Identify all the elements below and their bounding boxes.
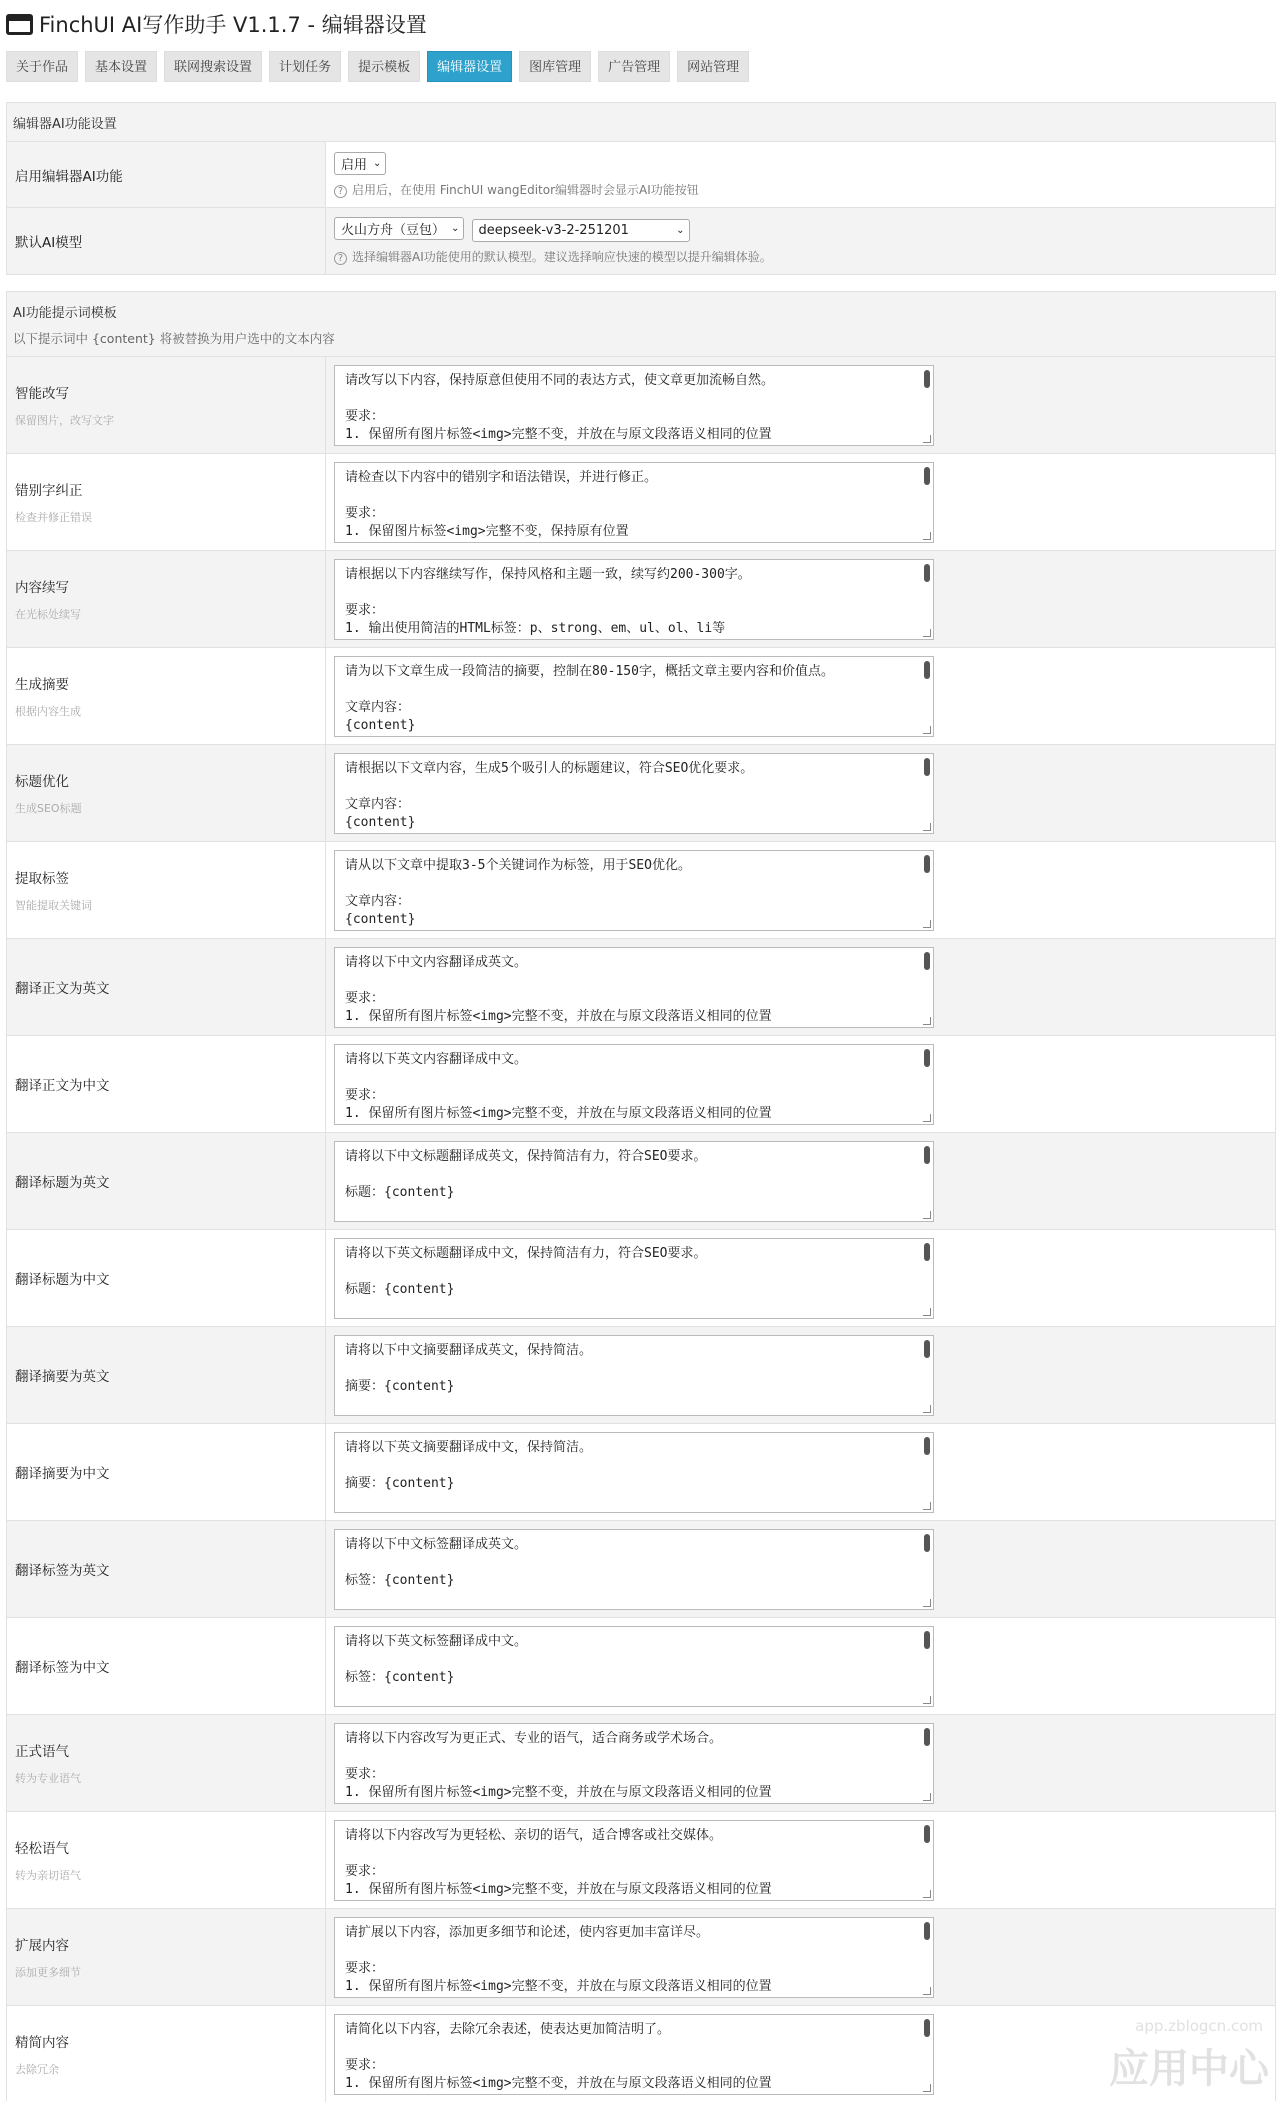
- textarea-line: 1. 保留所有图片标签<img>完整不变，并放在与原文段落语义相同的位置: [345, 2075, 772, 2091]
- resize-handle-icon[interactable]: [923, 1890, 931, 1898]
- template-row: [7, 744, 1275, 841]
- textarea-line: 文章内容：: [345, 699, 411, 715]
- template-textarea[interactable]: [334, 850, 934, 931]
- template-name: 轻松语气: [15, 1841, 69, 1857]
- model-label: 默认AI模型: [15, 235, 83, 251]
- tab-1[interactable]: 基本设置: [85, 51, 157, 82]
- textarea-line: [345, 1299, 923, 1317]
- enable-help: ? 启用后，在使用 FinchUI wangEditor编辑器时会显示AI功能按钮: [334, 181, 1267, 198]
- textarea-line: [345, 1590, 923, 1608]
- textarea-scrollbar[interactable]: [924, 1437, 930, 1455]
- section-title: 编辑器AI功能设置: [13, 117, 117, 132]
- template-textarea[interactable]: [334, 559, 934, 640]
- textarea-line: [345, 584, 923, 602]
- template-label: [7, 454, 326, 550]
- textarea-line: [345, 875, 923, 893]
- textarea-line: 1. 保留所有图片标签<img>完整不变，并放在与原文段落语义相同的位置: [345, 1008, 772, 1024]
- textarea-line: [345, 1396, 923, 1414]
- textarea-line: {content}: [345, 911, 416, 927]
- template-label: [7, 1133, 326, 1229]
- textarea-line: 1. 保留图片标签<img>完整不变，保持原有位置: [345, 523, 629, 539]
- template-row: [7, 1811, 1275, 1908]
- template-label: [7, 1715, 326, 1811]
- textarea-line: 1. 保留所有图片标签<img>完整不变，并放在与原文段落语义相同的位置: [345, 1978, 772, 1994]
- resize-handle-icon[interactable]: [923, 1696, 931, 1704]
- resize-handle-icon[interactable]: [923, 1987, 931, 1995]
- textarea-line: [345, 778, 923, 796]
- template-label: [7, 1327, 326, 1423]
- template-label: [7, 551, 326, 647]
- template-textarea[interactable]: [334, 1626, 934, 1707]
- textarea-line: [345, 2039, 923, 2057]
- textarea-line: [345, 972, 923, 990]
- template-name: 扩展内容: [15, 1938, 69, 1954]
- template-textarea[interactable]: [334, 1723, 934, 1804]
- textarea-scrollbar[interactable]: [924, 467, 930, 485]
- textarea-line: 1. 保留所有图片标签<img>完整不变，并放在与原文段落语义相同的位置: [345, 1105, 772, 1121]
- resize-handle-icon[interactable]: [923, 1017, 931, 1025]
- resize-handle-icon[interactable]: [923, 532, 931, 540]
- template-desc: 去除冗余: [15, 2063, 59, 2076]
- textarea-line: 请将以下中文标题翻译成英文，保持简洁有力，符合SEO要求。: [345, 1148, 707, 1164]
- tab-0[interactable]: 关于作品: [6, 51, 78, 82]
- resize-handle-icon[interactable]: [923, 1793, 931, 1801]
- template-desc: 转为亲切语气: [15, 1869, 81, 1882]
- textarea-scrollbar[interactable]: [924, 370, 930, 388]
- template-textarea[interactable]: [334, 2014, 934, 2095]
- textarea-line: 要求：: [345, 602, 385, 618]
- tab-4[interactable]: 提示模板: [348, 51, 420, 82]
- enable-label: 启用编辑器AI功能: [15, 168, 123, 185]
- textarea-line: [345, 1554, 923, 1572]
- textarea-line: [345, 681, 923, 699]
- textarea-line: 文章内容：: [345, 796, 411, 812]
- textarea-scrollbar[interactable]: [924, 1049, 930, 1067]
- textarea-scrollbar[interactable]: [924, 1825, 930, 1843]
- textarea-line: [345, 487, 923, 505]
- template-row: [7, 1714, 1275, 1811]
- textarea-line: 请从以下文章中提取3-5个关键词作为标签，用于SEO优化。: [345, 857, 691, 873]
- textarea-line: 要求：: [345, 1087, 385, 1103]
- textarea-line: [345, 1748, 923, 1766]
- template-label: [7, 1424, 326, 1520]
- textarea-line: 标题：{content}: [345, 1184, 455, 1200]
- template-label: [7, 1521, 326, 1617]
- textarea-line: 请将以下英文标题翻译成中文，保持简洁有力，符合SEO要求。: [345, 1245, 707, 1261]
- template-label: [7, 842, 326, 938]
- textarea-scrollbar[interactable]: [924, 1340, 930, 1358]
- template-label: [7, 2006, 326, 2102]
- resize-handle-icon[interactable]: [923, 629, 931, 637]
- template-textarea[interactable]: [334, 1432, 934, 1513]
- template-row: [7, 1035, 1275, 1132]
- template-row: [7, 1520, 1275, 1617]
- templates-head: [7, 292, 1275, 356]
- textarea-line: 请将以下英文标签翻译成中文。: [345, 1633, 528, 1649]
- textarea-line: [345, 1651, 923, 1669]
- resize-handle-icon[interactable]: [923, 1308, 931, 1316]
- template-row: [7, 550, 1275, 647]
- template-desc: 保留图片，改写文字: [15, 414, 114, 427]
- textarea-line: 要求：: [345, 505, 385, 521]
- textarea-line: 请为以下文章生成一段简洁的摘要，控制在80-150字，概括文章主要内容和价值点。: [345, 663, 834, 679]
- template-name: 翻译正文为中文: [15, 1078, 110, 1094]
- textarea-line: {content}: [345, 814, 416, 830]
- chevron-down-icon: ⌄: [676, 225, 685, 236]
- template-name: 翻译摘要为英文: [15, 1369, 110, 1385]
- template-label: [7, 1909, 326, 2005]
- template-row: [7, 1423, 1275, 1520]
- template-name: 智能改写: [15, 386, 69, 402]
- template-row: [7, 1132, 1275, 1229]
- textarea-line: 1. 保留所有图片标签<img>完整不变，并放在与原文段落语义相同的位置: [345, 426, 772, 442]
- template-name: 生成摘要: [15, 677, 69, 693]
- template-row: [7, 1617, 1275, 1714]
- watermark-logo: app.zblogcn.com 应用中心: [1109, 2017, 1269, 2092]
- template-label: [7, 745, 326, 841]
- textarea-scrollbar[interactable]: [924, 1631, 930, 1649]
- textarea-line: 请将以下中文内容翻译成英文。: [345, 954, 528, 970]
- template-textarea[interactable]: [334, 462, 934, 543]
- textarea-scrollbar[interactable]: [924, 758, 930, 776]
- template-row: [7, 453, 1275, 550]
- template-label: [7, 357, 326, 453]
- template-textarea[interactable]: [334, 656, 934, 737]
- template-name: 精简内容: [15, 2035, 69, 2051]
- template-row: [7, 1908, 1275, 2005]
- enable-select[interactable]: 启用 ⌄: [334, 152, 386, 175]
- template-textarea[interactable]: [334, 1335, 934, 1416]
- textarea-line: 标签：{content}: [345, 1669, 455, 1685]
- provider-select[interactable]: 火山方舟（豆包） ⌄: [334, 217, 464, 240]
- textarea-line: 要求：: [345, 1863, 385, 1879]
- textarea-scrollbar[interactable]: [924, 564, 930, 582]
- template-textarea[interactable]: [334, 1917, 934, 1998]
- template-textarea[interactable]: [334, 1820, 934, 1901]
- resize-handle-icon[interactable]: [923, 726, 931, 734]
- textarea-line: 请改写以下内容，保持原意但使用不同的表达方式，使文章更加流畅自然。: [345, 372, 775, 388]
- template-textarea[interactable]: [334, 1238, 934, 1319]
- template-row: [7, 1229, 1275, 1326]
- template-name: 翻译标签为英文: [15, 1563, 110, 1579]
- textarea-line: 要求：: [345, 1766, 385, 1782]
- textarea-line: [345, 1069, 923, 1087]
- enable-row: [7, 141, 1275, 207]
- template-row: [7, 2005, 1275, 2102]
- textarea-line: 请将以下中文标签翻译成英文。: [345, 1536, 528, 1552]
- template-textarea[interactable]: [334, 365, 934, 446]
- textarea-scrollbar[interactable]: [924, 1728, 930, 1746]
- template-textarea[interactable]: [334, 947, 934, 1028]
- tab-5[interactable]: 编辑器设置: [427, 51, 512, 82]
- template-name: 翻译标签为中文: [15, 1660, 110, 1676]
- textarea-scrollbar[interactable]: [924, 661, 930, 679]
- settings-tabs: [6, 51, 749, 82]
- template-name: 翻译标题为中文: [15, 1272, 110, 1288]
- template-label: [7, 1230, 326, 1326]
- template-name: 内容续写: [15, 580, 69, 596]
- template-desc: 根据内容生成: [15, 705, 81, 718]
- textarea-line: [345, 1845, 923, 1863]
- template-name: 翻译标题为英文: [15, 1175, 110, 1191]
- textarea-line: [345, 1166, 923, 1184]
- textarea-line: [345, 1457, 923, 1475]
- template-list: [7, 356, 1275, 2102]
- textarea-scrollbar[interactable]: [924, 1243, 930, 1261]
- textarea-line: 请将以下英文内容翻译成中文。: [345, 1051, 528, 1067]
- resize-handle-icon[interactable]: [923, 1502, 931, 1510]
- model-row: [7, 207, 1275, 274]
- template-label: [7, 939, 326, 1035]
- template-desc: 生成SEO标题: [15, 802, 82, 815]
- textarea-scrollbar[interactable]: [924, 1146, 930, 1164]
- template-row: [7, 356, 1275, 453]
- app-window-icon: [6, 14, 33, 35]
- help-icon: ?: [334, 252, 347, 265]
- template-label: [7, 648, 326, 744]
- template-desc: 检查并修正错误: [15, 511, 92, 524]
- model-help: ? 选择编辑器AI功能使用的默认模型。建议选择响应快速的模型以提升编辑体验。: [334, 248, 1267, 265]
- textarea-scrollbar[interactable]: [924, 1534, 930, 1552]
- template-row: [7, 841, 1275, 938]
- textarea-line: 文章内容：: [345, 893, 411, 909]
- textarea-scrollbar[interactable]: [924, 855, 930, 873]
- textarea-line: 请扩展以下内容，添加更多细节和论述，使内容更加丰富详尽。: [345, 1924, 710, 1940]
- textarea-line: 1. 保留所有图片标签<img>完整不变，并放在与原文段落语义相同的位置: [345, 1784, 772, 1800]
- resize-handle-icon[interactable]: [923, 1211, 931, 1219]
- textarea-line: 请将以下内容改写为更轻松、亲切的语气，适合博客或社交媒体。: [345, 1827, 723, 1843]
- model-select[interactable]: deepseek-v3-2-251201 ⌄: [472, 219, 690, 242]
- textarea-scrollbar[interactable]: [924, 2019, 930, 2037]
- textarea-line: 要求：: [345, 1960, 385, 1976]
- textarea-line: [345, 1687, 923, 1705]
- template-row: [7, 938, 1275, 1035]
- resize-handle-icon[interactable]: [923, 1599, 931, 1607]
- resize-handle-icon[interactable]: [923, 920, 931, 928]
- template-name: 翻译摘要为中文: [15, 1466, 110, 1482]
- textarea-line: 请简化以下内容，去除冗余表述，使表达更加简洁明了。: [345, 2021, 671, 2037]
- template-name: 正式语气: [15, 1744, 69, 1760]
- template-row: [7, 647, 1275, 744]
- page-title: FinchUI AI写作助手 V1.1.7 - 编辑器设置: [39, 13, 427, 37]
- template-label: [7, 1618, 326, 1714]
- textarea-line: 摘要：{content}: [345, 1378, 455, 1394]
- tab-2[interactable]: 联网搜索设置: [164, 51, 262, 82]
- template-name: 错别字纠正: [15, 483, 83, 499]
- template-desc: 智能提取关键词: [15, 899, 92, 912]
- textarea-line: 摘要：{content}: [345, 1475, 455, 1491]
- template-desc: 转为专业语气: [15, 1772, 81, 1785]
- chevron-down-icon: ⌄: [451, 223, 460, 234]
- templates-title: AI功能提示词模板: [13, 306, 117, 321]
- template-textarea[interactable]: [334, 1141, 934, 1222]
- textarea-line: 请根据以下内容继续写作，保持风格和主题一致，续写约200-300字。: [345, 566, 751, 582]
- textarea-line: 请将以下中文摘要翻译成英文，保持简洁。: [345, 1342, 593, 1358]
- template-name: 标题优化: [15, 774, 69, 790]
- textarea-line: 请根据以下文章内容，生成5个吸引人的标题建议，符合SEO优化要求。: [345, 760, 754, 776]
- textarea-line: [345, 1942, 923, 1960]
- template-textarea[interactable]: [334, 1044, 934, 1125]
- textarea-line: [345, 390, 923, 408]
- textarea-line: [345, 1263, 923, 1281]
- textarea-line: 标签：{content}: [345, 1572, 455, 1588]
- textarea-line: 标题：{content}: [345, 1281, 455, 1297]
- template-desc: 添加更多细节: [15, 1966, 81, 1979]
- resize-handle-icon[interactable]: [923, 2084, 931, 2092]
- window-header: [6, 8, 427, 40]
- chevron-down-icon: ⌄: [373, 157, 382, 169]
- template-label: [7, 1036, 326, 1132]
- textarea-line: 请检查以下内容中的错别字和语法错误，并进行修正。: [345, 469, 658, 485]
- resize-handle-icon[interactable]: [923, 823, 931, 831]
- textarea-line: 要求：: [345, 2057, 385, 2073]
- tab-8[interactable]: 网站管理: [677, 51, 749, 82]
- editor-ai-section: [6, 102, 1276, 275]
- textarea-line: [345, 1493, 923, 1511]
- textarea-line: 请将以下英文摘要翻译成中文，保持简洁。: [345, 1439, 593, 1455]
- tab-3[interactable]: 计划任务: [269, 51, 341, 82]
- tab-7[interactable]: 广告管理: [598, 51, 670, 82]
- textarea-line: 要求：: [345, 408, 385, 424]
- resize-handle-icon[interactable]: [923, 435, 931, 443]
- textarea-scrollbar[interactable]: [924, 1922, 930, 1940]
- help-icon: ?: [334, 185, 347, 198]
- textarea-line: {content}: [345, 717, 416, 733]
- template-label: [7, 1812, 326, 1908]
- textarea-line: 1. 保留所有图片标签<img>完整不变，并放在与原文段落语义相同的位置: [345, 1881, 772, 1897]
- resize-handle-icon[interactable]: [923, 1114, 931, 1122]
- template-textarea[interactable]: [334, 753, 934, 834]
- textarea-line: [345, 1360, 923, 1378]
- template-name: 翻译正文为英文: [15, 981, 110, 997]
- template-textarea[interactable]: [334, 1529, 934, 1610]
- tab-6[interactable]: 图库管理: [519, 51, 591, 82]
- prompt-templates-section: [6, 291, 1276, 2101]
- template-name: 提取标签: [15, 871, 69, 887]
- textarea-line: 1. 输出使用简洁的HTML标签：p、strong、em、ul、ol、li等: [345, 620, 726, 636]
- templates-subtitle: 以下提示词中 {content} 将被替换为用户选中的文本内容: [13, 331, 335, 346]
- template-desc: 在光标处续写: [15, 608, 81, 621]
- textarea-line: 要求：: [345, 990, 385, 1006]
- textarea-line: 请将以下内容改写为更正式、专业的语气，适合商务或学术场合。: [345, 1730, 723, 1746]
- resize-handle-icon[interactable]: [923, 1405, 931, 1413]
- textarea-line: [345, 1202, 923, 1220]
- textarea-scrollbar[interactable]: [924, 952, 930, 970]
- template-row: [7, 1326, 1275, 1423]
